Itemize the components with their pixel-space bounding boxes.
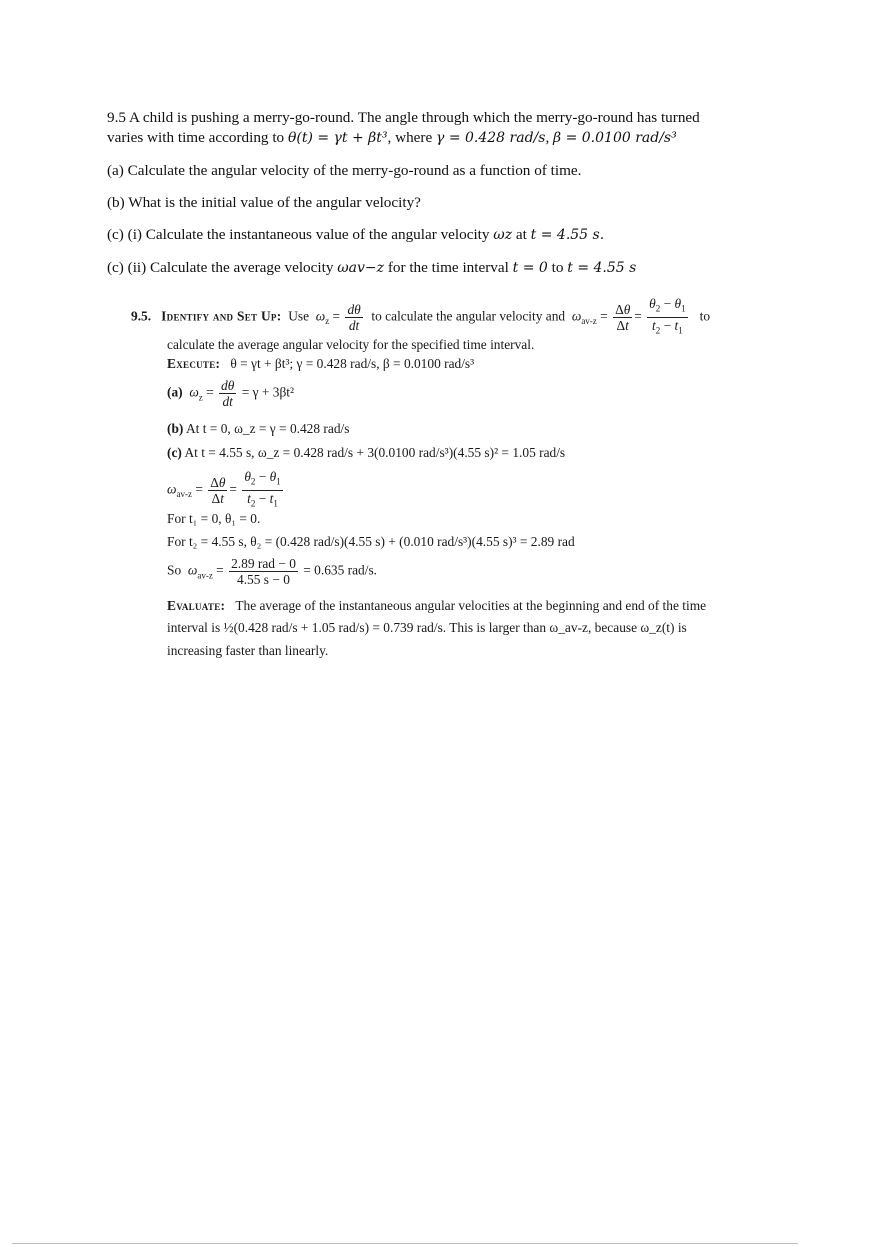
solution-number: 9.5. [131,308,152,324]
page-footer-rule [12,1243,798,1244]
omega-av-delta-fraction: $\frac{\Delta\theta}{\Delta t}$ [210,474,226,506]
theta-diff-fraction: $\frac{\theta_2 - \theta_1}{t_2 - t_1}$ [649,296,686,336]
part-c1-time: t = 4.55 s. [530,227,605,243]
identify-line-2: calculate the average angular velocity for the specified time interval. [167,337,535,352]
so-label: So [167,562,182,578]
solution-part-c [167,445,565,461]
for-t1-line: For t₁ = 0, θ₁ = 0. [167,511,261,526]
question-line-2: varies with time according to θ(t) = γt + βt³, where γ = 0.428 rad/s, β = 0.0100 rad/s³ [107,129,677,146]
solution-part-a: (a) $\omega_z$ = $\frac{d\theta}{dt}$ = γ + 3βt² [167,378,294,409]
question-part-b: (b) What is the initial value of the angular velocity? [107,194,421,211]
solution-identify-line: 9.5. Identify and Set Up: Use $\omega_z$ = $\frac{d\theta}{dt}$ to calculate the angular velocity and $\omega_{av-z}$ = $\frac{\Delta\theta}{\Delta t}$ = $\frac{\theta_2 - \theta_1}{t_2 - t_1}$ to [131,296,710,338]
identify-middle: to calculate the angular velocity and [371,308,566,324]
evaluate-line-1 [167,598,706,614]
part-c2-for: for the time interval [387,259,509,276]
solution-part-b [167,421,349,437]
part-c2-prefix: (c) (ii) Calculate the average velocity [107,259,334,276]
evaluate-line-3: increasing faster than linearly. [167,643,329,658]
omega-av-definition: $\omega_{av-z}$ = $\frac{\Delta\theta}{\Delta t}$ = $\frac{\theta_2 - \theta_1}{t_2 - t_1}$ [167,469,285,511]
question-line-2-where: , where [387,129,433,146]
omega-av-z-symbol: ωav−z [337,260,385,276]
dtheta-dt-fraction: $\frac{d\theta}{dt}$ [347,301,361,333]
so-denominator: 4.55 s − 0 [237,572,290,587]
part-c2-from: t = 0 [512,260,548,276]
part-c1-at: at [515,226,527,243]
beta-value: β = 0.0100 rad/s³ [553,130,677,146]
question-part-a: (a) Calculate the angular velocity of the merry-go-round as a function of time. [107,162,582,179]
question-part-c2 [107,257,767,279]
execute-label: Execute: [167,356,221,371]
identify-to: to [699,308,711,324]
question-line-1: 9.5 A child is pushing a merry-go-round. The angle through which the merry-go-round has turned [107,109,700,126]
question-part-c1 [107,224,767,246]
part-c-label: (c) [167,445,182,460]
part-a-fraction: $\frac{d\theta}{dt}$ [221,378,235,409]
part-b-label: (b) [167,421,184,436]
part-c1-prefix: (c) (i) Calculate the instantaneous value of the angular velocity [107,226,490,243]
omega-z-symbol: ωz [493,227,513,243]
gamma-value: γ = 0.428 rad/s [436,130,546,146]
so-fraction [229,556,298,587]
execute-line [167,356,474,372]
for-t2-line: For t₂ = 4.55 s, θ₂ = (0.428 rad/s)(4.55 s) + (0.010 rad/s³)(4.55 s)³ = 2.89 rad [167,534,575,549]
omega-av-theta-fraction: $\frac{\theta_2 - \theta_1}{t_2 - t_1}$ [244,469,281,509]
identify-label: Identify and Set Up: [161,308,282,324]
identify-use: Use [288,308,310,324]
part-c2-to: to [551,259,564,276]
evaluate-line-2: interval is ½(0.428 rad/s + 1.05 rad/s) = 0.739 rad/s. This is larger than ω_av-z, because ω_z(t) is [167,620,687,635]
evaluate-label: Evaluate: [167,598,226,613]
so-result: = 0.635 rad/s. [303,562,378,578]
evaluate-text-1: The average of the instantaneous angular velocities at the beginning and end of the time [235,598,707,613]
part-c-text: At t = 4.55 s, ω_z = 0.428 rad/s + 3(0.0100 rad/s³)(4.55 s)² = 1.05 rad/s [184,445,566,460]
part-a-rhs: = γ + 3βt² [241,384,294,400]
execute-text: θ = γt + βt³; γ = 0.428 rad/s, β = 0.0100 rad/s³ [230,356,475,371]
question-line-2-prefix: varies with time according to [107,129,285,146]
so-numerator: 2.89 rad − 0 [231,556,296,571]
part-b-text: At t = 0, ω_z = γ = 0.428 rad/s [185,421,350,436]
part-a-label: (a) [167,384,183,400]
theta-formula: θ(t) = γt + βt³ [287,130,388,146]
so-line: So $\omega_{av-z}$ = $\frac{\text{2.89 rad − 0}}{4.55 s - 0}$ = 0.635 rad/s. [167,556,378,587]
delta-theta-fraction: $\frac{\Delta\theta}{\Delta t}$ [615,301,631,333]
part-c2-end: t = 4.55 s [567,260,637,276]
